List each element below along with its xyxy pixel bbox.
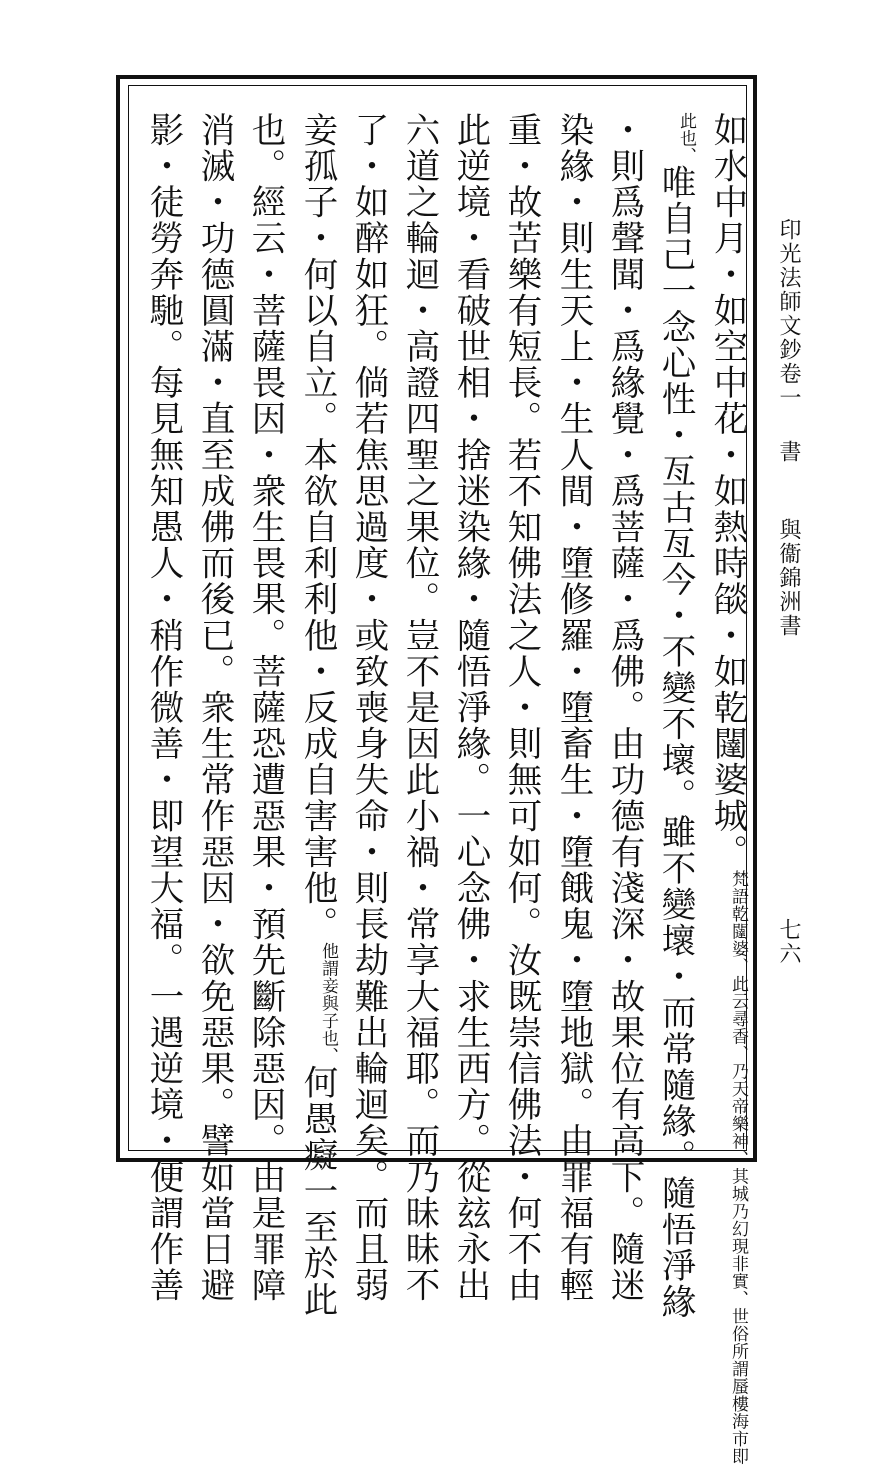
text-column-8 [347, 112, 389, 1304]
column-text: 唯自己一念心性・亙古亙今・不變不壞。雖不變壞・而常隨緣。隨悟淨緣 [655, 164, 695, 1320]
note-line: 梵語乾闥婆、此云尋香、乃天帝樂神、 [728, 870, 748, 1168]
column-text: 六道之輪迴・高證四聖之果位。豈不是因此小禍・常享大福耶。而乃昧昧不 [399, 112, 439, 1304]
column-text: 影・徒勞奔馳。每見無知愚人・稍作微善・即望大福。一遇逆境・便謂作善 [143, 112, 183, 1304]
page-number: 七六 [776, 918, 801, 966]
column-text: 了・如醉如狂。倘若焦思過度・或致喪身失命・則長劫難出輪迴矣。而且弱 [348, 112, 388, 1304]
text-column-10 [244, 112, 286, 1304]
column-text: 妾孤子・何以自立。本欲自利利他・反成自害害他。 [297, 112, 337, 943]
column-text: 也。經云・菩薩畏因・衆生畏果。菩薩恐遭惡果・預先斷除惡因。由是罪障 [245, 112, 285, 1304]
note-line: 其城乃幻現非實、世俗所謂蜃樓海市即 [728, 1167, 748, 1465]
column-text-tail: 何愚癡一至於此 [297, 1064, 337, 1318]
note-line: 與子也、 [318, 994, 338, 1065]
note-line: 他謂妾 [318, 942, 338, 995]
text-column-2 [654, 112, 696, 1320]
column-text: 重・故苦樂有短長。若不知佛法之人・則無可如何。汝既崇信佛法・何不由 [501, 112, 541, 1304]
column-text: 消滅・功德圓滿・直至成佛而後已。衆生常作惡因・欲免惡果。譬如當日避 [194, 112, 234, 1304]
letter-title: 與衞錦洲書 [776, 518, 801, 638]
note-line: 此 [676, 112, 696, 130]
text-column-12 [142, 112, 184, 1304]
text-column-5 [500, 112, 542, 1304]
note-line: 也、 [676, 129, 696, 165]
text-column-7 [398, 112, 440, 1304]
text-column-6 [449, 112, 491, 1304]
column-text: 如水中月・如空中花・如熱時燄・如乾闥婆城。 [707, 112, 747, 871]
text-column-4 [552, 112, 594, 1304]
section-label: 書 [776, 440, 801, 464]
text-column-9 [296, 112, 338, 1318]
interlinear-note [728, 870, 748, 1465]
column-text: 此逆境・看破世相・捨迷染緣・隨悟淨緣。一心念佛・求生西方。從玆永出 [450, 112, 490, 1304]
text-column-1 [706, 112, 748, 1465]
text-column-11 [193, 112, 235, 1304]
text-column-3 [603, 112, 645, 1304]
interlinear-note [676, 112, 696, 165]
column-text: ・則爲聲聞・爲緣覺・爲菩薩・爲佛。由功德有淺深・故果位有高下。隨迷 [604, 112, 644, 1304]
interlinear-note [318, 942, 338, 1065]
book-title: 印光法師文鈔卷一 [776, 218, 801, 410]
column-text: 染緣・則生天上・生人間・墮修羅・墮畜生・墮餓鬼・墮地獄。由罪福有輕 [553, 112, 593, 1304]
